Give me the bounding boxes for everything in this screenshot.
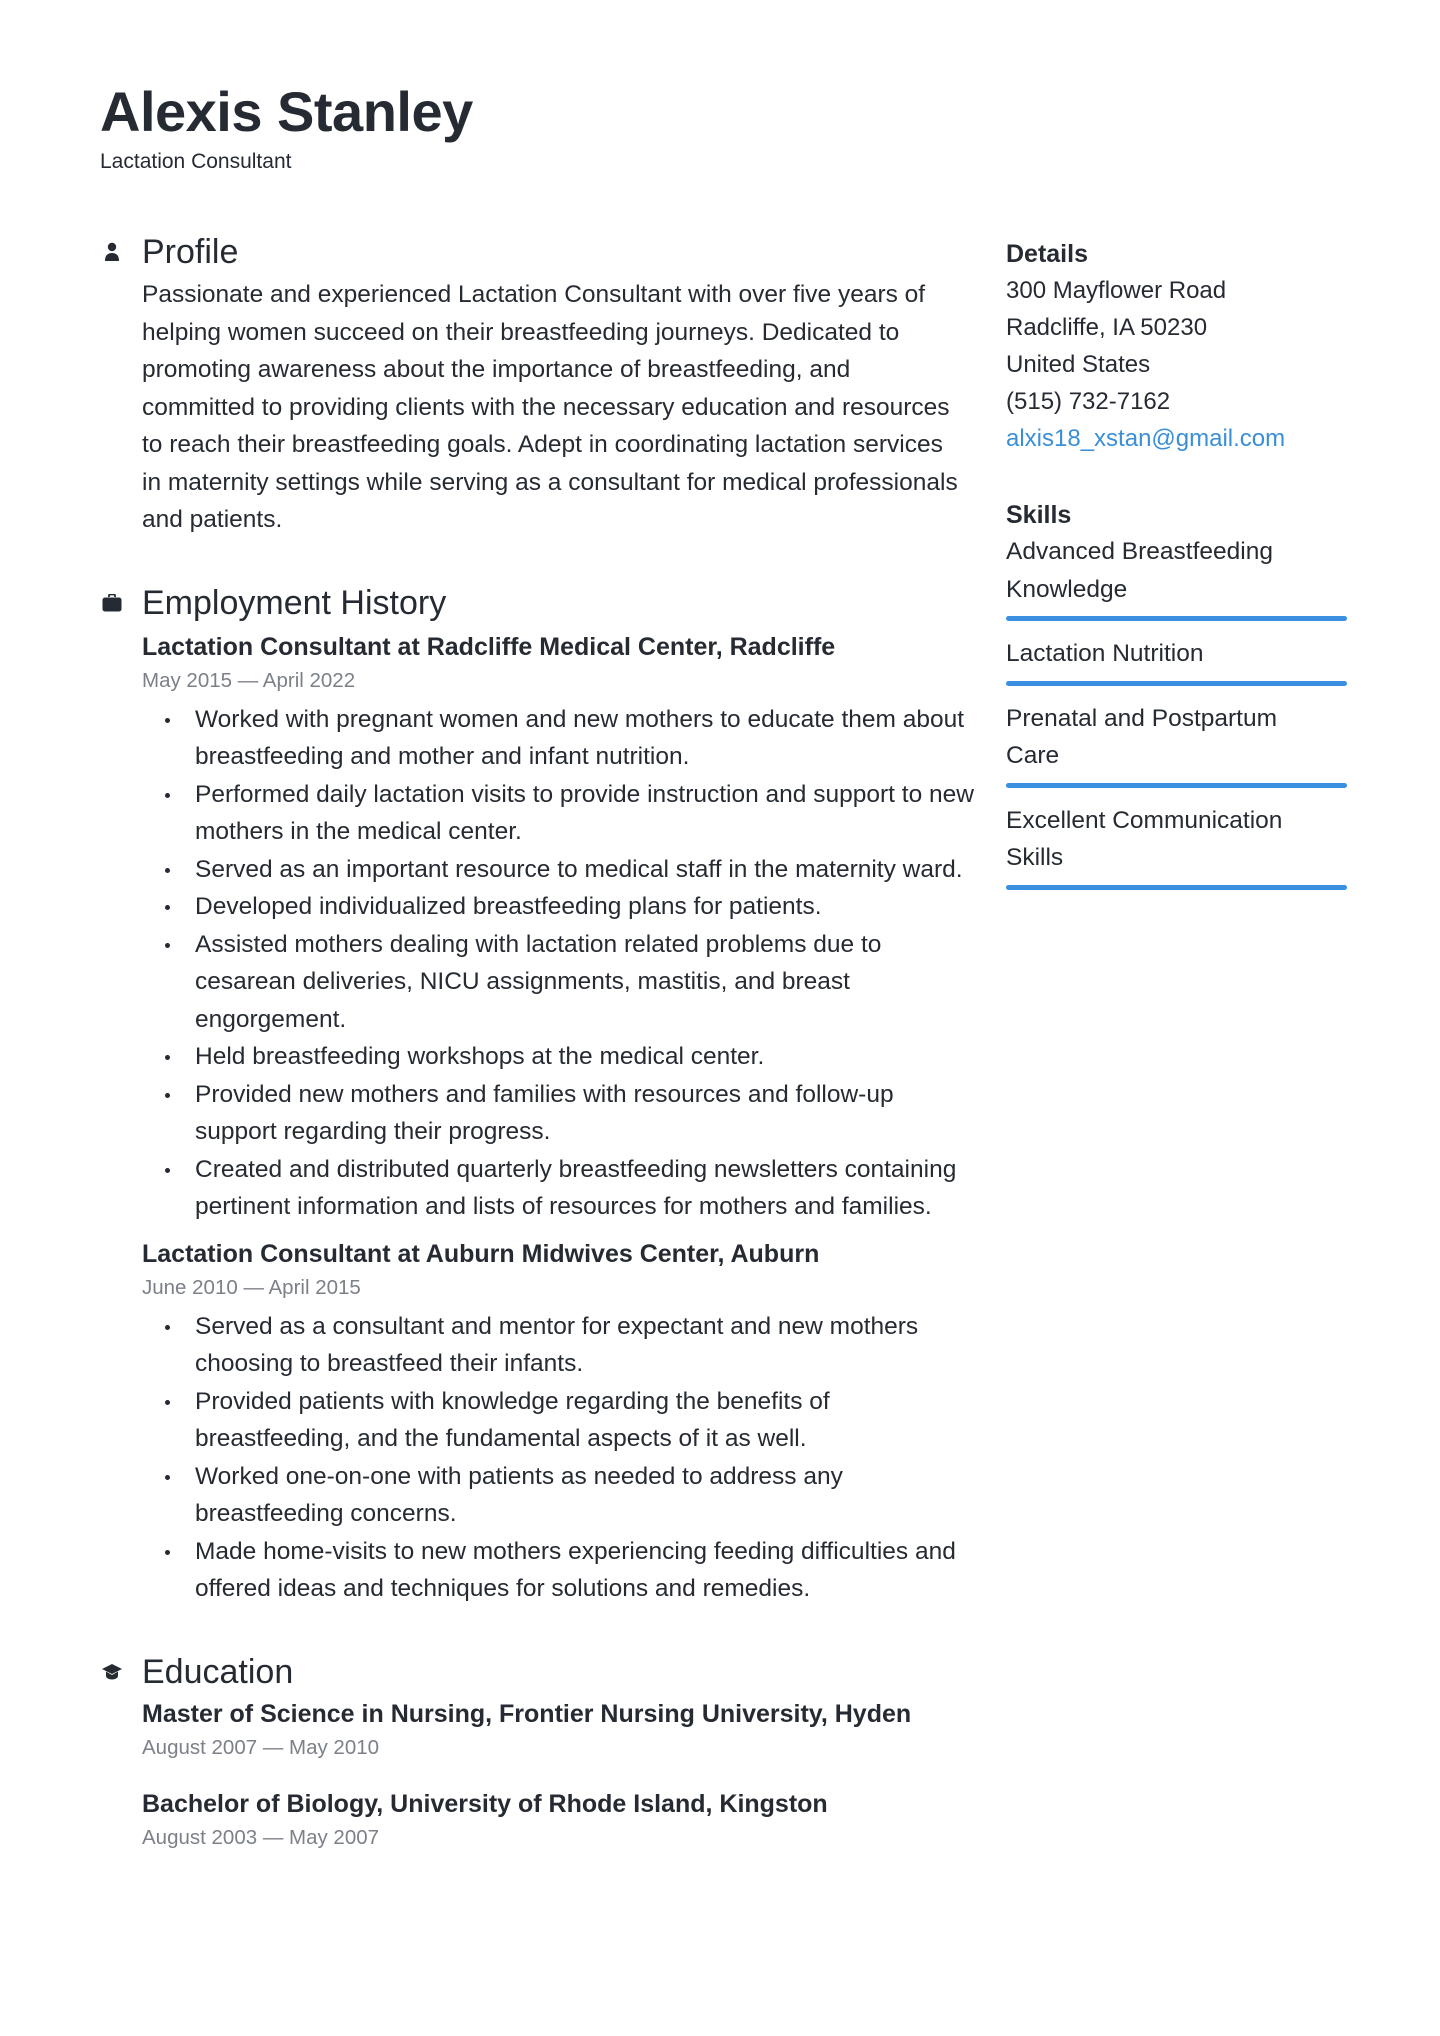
degree-dates: August 2007 — May 2010: [142, 1735, 380, 1759]
job-bullet: Developed individualized breastfeeding plans for patients.: [195, 888, 975, 926]
job-bullets: [142, 701, 974, 1226]
job-bullet: Served as a consultant and mentor for expectant and new mothers choosing to breastfeed their infants.: [195, 1308, 975, 1383]
profile-section: [100, 228, 958, 539]
skill-level-bar: [1006, 783, 1347, 788]
skills-section: [1006, 497, 1348, 890]
skill-level-bar: [1006, 681, 1347, 686]
address-line-1: 300 Mayflower Road: [1006, 277, 1227, 304]
candidate-name: Alexis Stanley: [100, 80, 473, 143]
details-section: [1006, 236, 1348, 457]
resume-header: [100, 78, 473, 176]
degree-title: Bachelor of Biology, University of Rhode Island, Kingston: [142, 1789, 828, 1818]
education-entry: [142, 1786, 950, 1854]
job-bullet: Worked with pregnant women and new mothers to educate them about breastfeeding and mother and infant nutrition.: [195, 701, 975, 776]
job-dates: May 2015 — April 2022: [142, 668, 356, 692]
main-column: [100, 228, 974, 1876]
degree-dates: August 2003 — May 2007: [142, 1825, 380, 1849]
skill-item: [1006, 635, 1348, 686]
job-title: Lactation Consultant at Radcliffe Medical Center, Radcliffe: [142, 632, 836, 661]
skill-name: Prenatal and Postpartum Care: [1006, 704, 1278, 769]
job-entry: [142, 629, 974, 1226]
profile-heading-row: [142, 228, 950, 276]
job-dates: June 2010 — April 2015: [142, 1275, 361, 1299]
education-heading: Education: [142, 1652, 294, 1691]
job-entry: [142, 1236, 956, 1608]
skill-item: [1006, 533, 1348, 621]
skill-name: Excellent Communication Skills: [1006, 806, 1283, 871]
skill-name: Advanced Breastfeeding Knowledge: [1006, 538, 1273, 603]
job-bullet: Held breastfeeding workshops at the medical center.: [195, 1038, 975, 1076]
phone-number: (515) 732-7162: [1006, 388, 1171, 415]
job-bullet: Created and distributed quarterly breastfeeding newsletters containing pertinent information and lists of resources for mothers and families.: [195, 1151, 975, 1226]
skill-item: [1006, 802, 1348, 890]
candidate-title: Lactation Consultant: [100, 150, 292, 173]
employment-heading: Employment History: [142, 583, 447, 622]
skill-level-bar: [1006, 885, 1347, 890]
job-bullet: Made home-visits to new mothers experiencing feeding difficulties and offered ideas and techniques for solutions and remedies.: [195, 1533, 975, 1608]
job-bullet: Provided patients with knowledge regarding the benefits of breastfeeding, and the fundamental aspects of it as well.: [195, 1383, 975, 1458]
job-bullet: Provided new mothers and families with resources and follow-up support regarding their progress.: [195, 1076, 975, 1151]
email-link[interactable]: alxis18_xstan@gmail.com: [1006, 425, 1286, 452]
skills-heading: Skills: [1006, 501, 1072, 529]
graduation-cap-icon: [100, 1660, 124, 1684]
skill-item: [1006, 700, 1348, 788]
details-heading: Details: [1006, 240, 1088, 268]
employment-heading-row: [142, 579, 950, 627]
address-country: United States: [1006, 351, 1151, 378]
job-bullet: Served as an important resource to medical staff in the maternity ward.: [195, 851, 975, 889]
education-entry: [142, 1696, 950, 1764]
skill-level-bar: [1006, 616, 1347, 621]
side-column: [1006, 236, 1348, 904]
profile-heading: Profile: [142, 233, 239, 271]
employment-section: [100, 579, 974, 1608]
job-bullet: Worked one-on-one with patients as needed to address any breastfeeding concerns.: [195, 1458, 975, 1533]
education-section: [100, 1648, 950, 1854]
person-icon: [100, 240, 124, 264]
profile-summary: Passionate and experienced Lactation Consultant with over five years of helping women succeed on their breastfeeding journeys. Dedicated to promoting awareness about the importance of breastfeeding, and committed to providing clients with the necessary education and resources to reach their breastfeeding goals. Adept in coordinating lactation services in maternity settings while serving as a consultant for medical professionals and patients.: [142, 281, 958, 533]
job-bullet: Assisted mothers dealing with lactation related problems due to cesarean deliveries, NICU assignments, mastitis, and breast engorgement.: [195, 926, 975, 1039]
skill-name: Lactation Nutrition: [1006, 640, 1204, 667]
job-bullet: Performed daily lactation visits to provide instruction and support to new mothers in the medical center.: [195, 776, 975, 851]
education-heading-row: [142, 1648, 950, 1696]
address-line-2: Radcliffe, IA 50230: [1006, 314, 1208, 341]
job-title: Lactation Consultant at Auburn Midwives Center, Auburn: [142, 1239, 820, 1268]
degree-title: Master of Science in Nursing, Frontier Nursing University, Hyden: [142, 1699, 912, 1728]
job-bullets: [142, 1308, 956, 1608]
briefcase-icon: [100, 591, 124, 615]
